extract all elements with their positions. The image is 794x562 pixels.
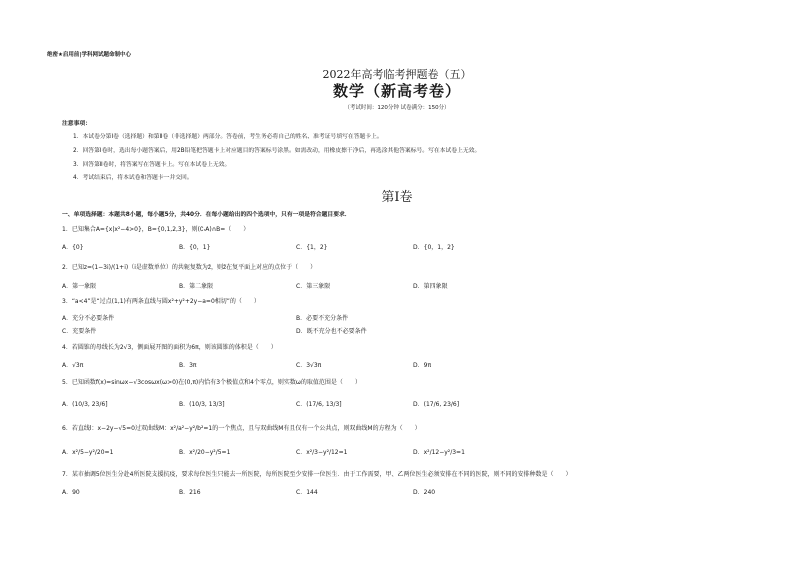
question-stem: 6．若直线l：x−2y−√5=0过双曲线M：x²/a²−y²/b²=1的一个焦点，且与双曲线M有且仅有一个公共点，则双曲线M的方程为（ ） <box>62 425 421 432</box>
option: C．(17/6, 13/3] <box>296 401 342 408</box>
option: A．第一象限 <box>62 283 97 290</box>
section-title: 一、单项选择题：本题共8小题，每小题5分，共40分．在每小题给出的四个选项中，只有一项是符合题目要求． <box>62 212 351 218</box>
option: A．90 <box>62 489 80 496</box>
option: C．{1，2} <box>296 244 328 251</box>
question-options <box>62 447 682 456</box>
note-item: 4．考试结束后，将本试卷和答题卡一并交回。 <box>73 175 193 181</box>
question-options <box>62 242 682 251</box>
option: D．{0，1，2} <box>413 244 455 251</box>
option: D．240 <box>413 489 436 496</box>
option: C．144 <box>296 489 318 496</box>
option: D．x²/12−y²/3=1 <box>413 449 465 456</box>
question-options <box>62 399 682 408</box>
option: C．第三象限 <box>296 283 331 290</box>
option: D．第四象限 <box>413 283 448 290</box>
option: D．既不充分也不必要条件 <box>296 328 367 335</box>
question-options <box>62 360 682 369</box>
option: B．必要不充分条件 <box>296 315 349 322</box>
exam-subtitle: 数学（新高考卷） <box>332 82 461 100</box>
option: B．(10/3, 13/3] <box>179 401 225 408</box>
option: B．第二象限 <box>179 283 214 290</box>
option: D．9π <box>413 362 432 369</box>
question-stem: 1．已知集合A={x|x²−4>0}，B={0,1,2,3}，则(∁ᵣA)∩B=（ ） <box>62 226 250 233</box>
option: B．216 <box>179 489 201 496</box>
note-item: 2．回答第Ⅰ卷时，选出每小题答案后，用2B铅笔把答题卡上对应题目的答案标号涂黑。如需改动，用橡皮擦干净后，再选涂其他答案标号。写在本试卷上无效。 <box>73 148 481 154</box>
note-item: 3．回答第Ⅱ卷时，将答案写在答题卡上。写在本试卷上无效。 <box>73 162 231 168</box>
option: B．{0，1} <box>179 244 211 251</box>
option: B．x²/20−y²/5=1 <box>179 449 231 456</box>
question-stem: 4．若圆锥的母线长为2√3，侧面展开图的面积为6π，则该圆锥的体积是（ ） <box>62 344 277 351</box>
question-stem: 5．已知函数f(x)=sinωx−√3cosωx(ω>0)在(0,π)内恰有3个极值点和4个零点，则实数ω的取值范围是（ ） <box>62 379 361 386</box>
option: C．充要条件 <box>62 328 97 335</box>
option: A．充分不必要条件 <box>62 315 115 322</box>
exam-title: 2022年高考临考押题卷（五） <box>322 68 472 81</box>
option: A．√3π <box>62 362 84 369</box>
question-options <box>62 313 682 322</box>
option: A．{0} <box>62 244 84 251</box>
notes-title: 注意事项： <box>62 121 91 127</box>
option: A．x²/5−y²/20=1 <box>62 449 114 456</box>
option: A．(10/3, 23/6] <box>62 401 108 408</box>
question-options <box>62 281 682 290</box>
exam-info: （考试时间：120分钟 试卷满分：150分） <box>344 105 450 111</box>
secret-label: 绝密★启用前|学科网试题命制中心 <box>47 52 131 58</box>
option: C．x²/3−y²/12=1 <box>296 449 348 456</box>
option: C．3√3π <box>296 362 322 369</box>
option: B．3π <box>179 362 197 369</box>
option: D．(17/6, 23/6] <box>413 401 460 408</box>
question-options <box>62 326 682 335</box>
volume-title: 第Ⅰ卷 <box>381 190 413 205</box>
question-stem: 7．某市抽调5位医生分赴4所医院支援抗疫，要求每位医生只能去一所医院，每所医院至少安排一位医生．由于工作需要，甲、乙两位医生必须安排在不同的医院，则不同的安排种数是（ ） <box>62 471 572 478</box>
question-stem: 3．“a<4”是“过点(1,1)有两条直线与圆x²+y²+2y−a=0相切”的（ ） <box>62 298 260 305</box>
note-item: 1．本试卷分第Ⅰ卷（选择题）和第Ⅱ卷（非选择题）两部分。答卷前，考生务必将自己的姓名、准考证号填写在答题卡上。 <box>73 134 383 140</box>
question-options <box>62 487 682 496</box>
question-stem: 2．已知z=(1−3i)/(1+i)（i是虚数单位）的共轭复数为z̄，则z̄在复平面上对应的点位于（ ） <box>62 264 317 271</box>
